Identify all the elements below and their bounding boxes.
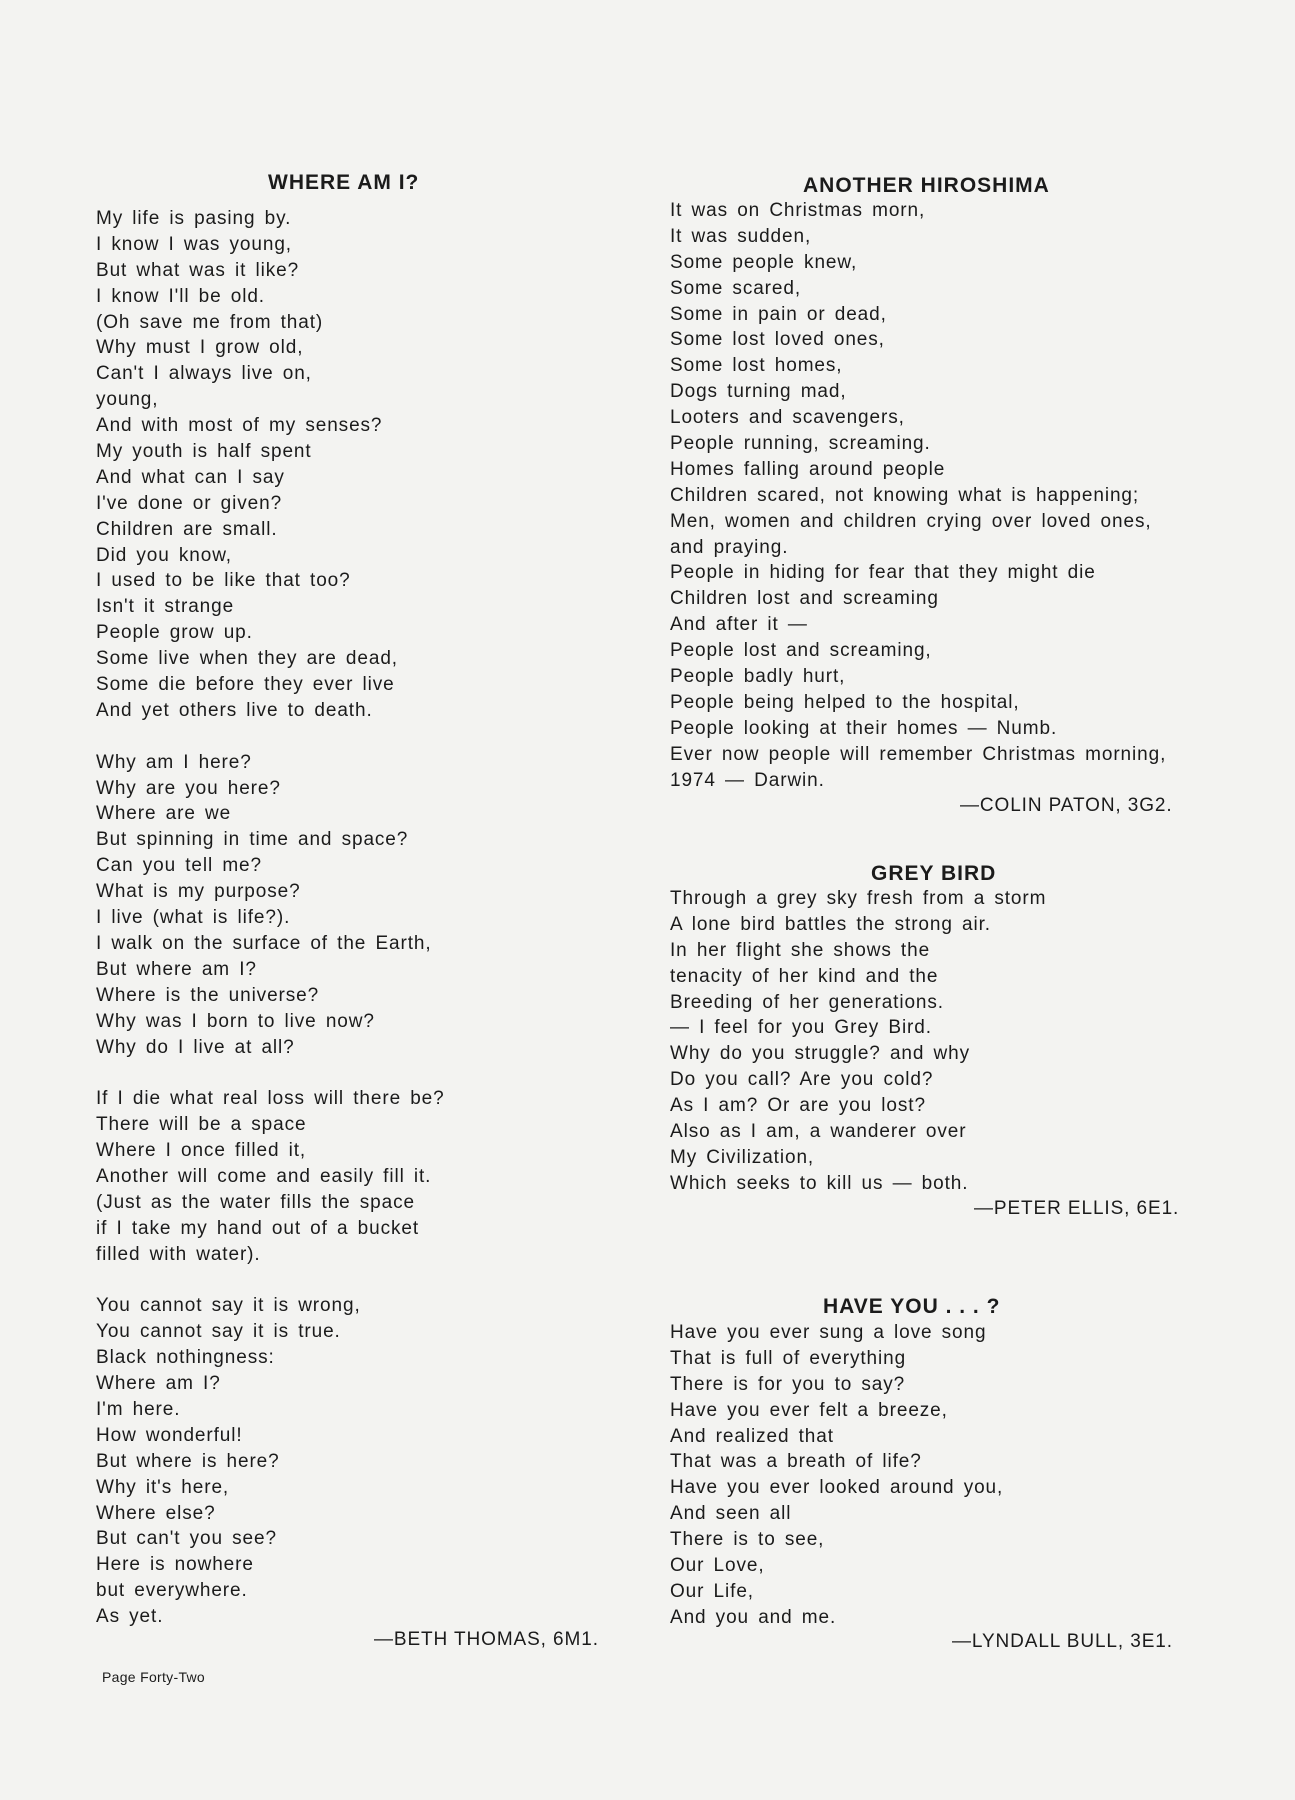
poem-line: Children are small. (96, 518, 278, 540)
poem-line: Children lost and screaming (670, 588, 939, 610)
poem-line: Why was I born to live now? (96, 1010, 375, 1032)
poem-line: Why must I grow old, (96, 337, 304, 359)
poem-line: Some scared, (670, 277, 802, 299)
poem-title-have-you: HAVE YOU . . . ? (823, 1295, 1001, 1318)
page-number: Page Forty-Two (102, 1669, 206, 1685)
poem-line: Do you call? Are you cold? (670, 1069, 934, 1091)
poem-line: Where is the universe? (96, 984, 320, 1006)
poem-line: It was sudden, (670, 225, 812, 247)
poem-line: And yet others live to death. (96, 699, 373, 721)
poem-line: Breeding of her generations. (670, 991, 944, 1013)
poem-line: Homes falling around people (670, 458, 946, 480)
poem-line: Have you ever looked around you, (670, 1477, 1004, 1499)
poem-line: If I die what real loss will there be? (96, 1088, 445, 1110)
poem-line: And after it — (670, 614, 808, 636)
poem-line: Can't I always live on, (96, 363, 312, 385)
poem-line: tenacity of her kind and the (670, 965, 939, 987)
poem-line: People in hiding for fear that they might die (670, 562, 1096, 584)
poem-line: I live (what is life?). (96, 907, 291, 929)
poem-line: There is for you to say? (670, 1373, 906, 1395)
poem-line: That is full of everything (670, 1347, 907, 1369)
poem-author-another-hiroshima: —COLIN PATON, 3G2. (960, 795, 1173, 816)
poem-line: My Civilization, (670, 1146, 815, 1168)
poem-line: Here is nowhere (96, 1554, 254, 1576)
stanza-break (96, 1268, 445, 1294)
poem-line: Which seeks to kill us — both. (670, 1172, 969, 1194)
poem-line: Black nothingness: (96, 1347, 275, 1369)
poem-line: Can you tell me? (96, 855, 262, 877)
poem-line: if I take my hand out of a bucket (96, 1217, 420, 1239)
poem-line: There will be a space (96, 1114, 307, 1136)
poem-line: People grow up. (96, 622, 253, 644)
poem-line: People running, screaming. (670, 433, 931, 455)
poem-line: Some live when they are dead, (96, 648, 398, 670)
poem-line: Some people knew, (670, 251, 858, 273)
poem-line: As I am? Or are you lost? (670, 1095, 926, 1117)
poem-line: But spinning in time and space? (96, 829, 409, 851)
poem-line: My life is pasing by. (96, 208, 292, 229)
poem-line: I know I'll be old. (96, 285, 265, 307)
poem-line: People lost and screaming, (670, 640, 932, 662)
poem-line: Men, women and children crying over loved ones, (670, 510, 1152, 532)
poem-line: It was on Christmas morn, (670, 200, 926, 221)
poem-line: 1974 — Darwin. (670, 769, 825, 791)
poem-line: But what was it like? (96, 259, 300, 281)
poem-line: In her flight she shows the (670, 939, 931, 961)
poem-line: (Just as the water fills the space (96, 1191, 415, 1213)
poem-line: Some die before they ever live (96, 674, 395, 696)
poem-line: Why it's here, (96, 1476, 230, 1498)
poem-line: People looking at their homes — Numb. (670, 717, 1058, 739)
poem-line: My youth is half spent (96, 441, 312, 463)
poem-line: And what can I say (96, 466, 285, 488)
poem-title-another-hiroshima: ANOTHER HIROSHIMA (803, 174, 1050, 197)
poem-line: You cannot say it is true. (96, 1321, 341, 1343)
poem-line: What is my purpose? (96, 881, 301, 903)
poem-line: filled with water). (96, 1243, 261, 1265)
poem-line: — I feel for you Grey Bird. (670, 1017, 932, 1039)
stanza-break (96, 1060, 445, 1086)
poem-line: I walk on the surface of the Earth, (96, 932, 432, 954)
poem-line: Where am I? (96, 1373, 221, 1395)
poem-line: I used to be like that too? (96, 570, 351, 592)
poem-line: And realized that (670, 1425, 834, 1447)
poem-line: But can't you see? (96, 1528, 277, 1550)
poem-line: You cannot say it is wrong, (96, 1295, 361, 1317)
poem-line: And with most of my senses? (96, 415, 383, 437)
poem-author-grey-bird: —PETER ELLIS, 6E1. (974, 1198, 1180, 1219)
poem-line: Also as I am, a wanderer over (670, 1121, 967, 1143)
poem-line: Where I once filled it, (96, 1140, 307, 1162)
poem-line: Our Love, (670, 1555, 765, 1577)
poem-line: A lone bird battles the strong air. (670, 913, 991, 935)
poem-grey-bird (670, 886, 1046, 1197)
poem-line: But where is here? (96, 1450, 280, 1472)
poem-line: And seen all (670, 1503, 792, 1525)
poem-line: Ever now people will remember Christmas morning, (670, 743, 1167, 765)
poem-line: Children scared, not knowing what is happening; (670, 484, 1140, 506)
poem-line: I know I was young, (96, 233, 292, 255)
poem-line: Have you ever sung a love song (670, 1322, 987, 1343)
poem-title-grey-bird: GREY BIRD (871, 862, 997, 885)
poem-line: Where else? (96, 1502, 216, 1524)
poem-line: Another will come and easily fill it. (96, 1165, 432, 1187)
poem-line: Why do you struggle? and why (670, 1043, 971, 1065)
poem-line: Have you ever felt a breeze, (670, 1399, 948, 1421)
poem-line: Looters and scavengers, (670, 407, 905, 429)
poem-line: Through a grey sky fresh from a storm (670, 888, 1047, 909)
poem-line: but everywhere. (96, 1580, 248, 1602)
poem-line: Some in pain or dead, (670, 303, 887, 325)
poem-line: and praying. (670, 536, 789, 558)
poem-line: Where are we (96, 803, 232, 825)
poem-line: Did you know, (96, 544, 232, 566)
poem-another-hiroshima (670, 198, 1166, 793)
poem-line: People being helped to the hospital, (670, 691, 1020, 713)
poem-title-where-am-i: WHERE AM I? (268, 171, 420, 194)
poem-line: Why am I here? (96, 751, 252, 773)
poem-author-have-you: —LYNDALL BULL, 3E1. (952, 1631, 1173, 1652)
poem-line: But where am I? (96, 958, 257, 980)
poem-line: (Oh save me from that) (96, 311, 324, 333)
poem-line: People badly hurt, (670, 666, 846, 688)
poem-line: young, (96, 389, 159, 411)
poem-line: As yet. (96, 1606, 164, 1628)
poem-line: That was a breath of life? (670, 1451, 922, 1473)
poem-have-you (670, 1320, 1003, 1631)
poem-line: Dogs turning mad, (670, 381, 847, 403)
poem-line: And you and me. (670, 1606, 837, 1628)
stanza-break (96, 724, 445, 750)
poem-author-where-am-i: —BETH THOMAS, 6M1. (374, 1629, 599, 1650)
poem-line: Some lost homes, (670, 355, 843, 377)
poem-line: Why are you here? (96, 777, 281, 799)
poem-line: There is to see, (670, 1529, 825, 1551)
poem-line: Why do I live at all? (96, 1036, 295, 1058)
poem-line: I'm here. (96, 1398, 181, 1420)
poem-line: Some lost loved ones, (670, 329, 885, 351)
poem-line: I've done or given? (96, 492, 283, 514)
poem-where-am-i (96, 206, 445, 1630)
poem-line: Our Life, (670, 1580, 754, 1602)
poem-line: Isn't it strange (96, 596, 235, 618)
poem-line: How wonderful! (96, 1424, 243, 1446)
